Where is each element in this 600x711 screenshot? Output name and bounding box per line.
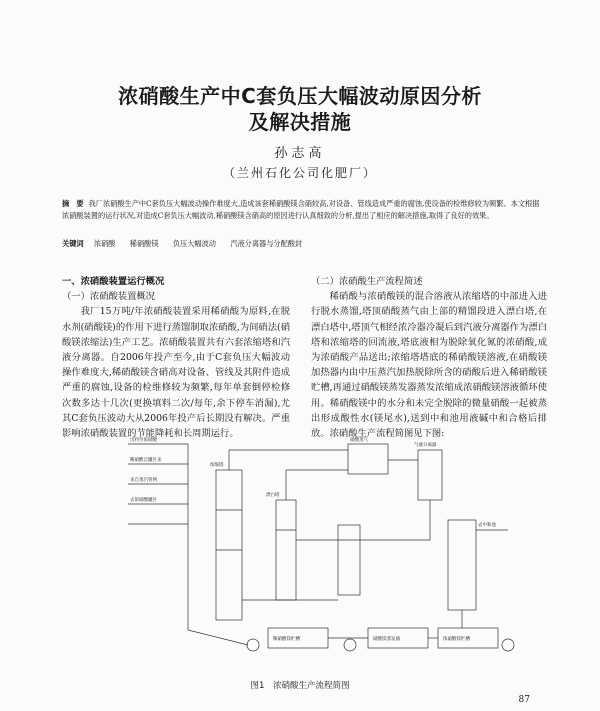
page-title-line2: 及解决措施 [248, 110, 352, 134]
keyword: 稀硝酸镁 [129, 239, 159, 248]
diagram-label: 浓缩塔 [210, 463, 224, 468]
concentration-tower [216, 470, 242, 620]
diagram-label: 出料至浓硝酸 [130, 438, 157, 443]
left-column [62, 274, 290, 441]
author: 孙志高 [274, 146, 326, 161]
pump [502, 639, 514, 651]
magnesium-nitrate-heater [338, 525, 360, 595]
evaporator [448, 520, 476, 610]
diagram-label: 漂白塔 [266, 493, 280, 498]
diagram-label: 去浓硝酸罐区 [130, 498, 157, 503]
right-column [311, 274, 547, 441]
pump [247, 639, 259, 651]
process-flow-diagram [118, 430, 518, 668]
condenser [348, 444, 388, 474]
section-heading: 一、浓硝酸装置运行概况 [62, 276, 165, 287]
diagram-label: 气液分离器 [414, 443, 437, 448]
diagram-label: 去中和池 [478, 523, 496, 528]
page-number: 87 [518, 695, 530, 705]
diagram-label: 浓硝酸镁贮槽 [443, 637, 470, 642]
gas-liquid-separator [418, 450, 442, 500]
subsection-heading: （二）浓硝酸生产流程简述 [311, 276, 423, 287]
keyword: 浓硝酸 [93, 239, 116, 248]
diagram-label: 稀硝酸自罐区来 [130, 458, 162, 463]
keyword: 汽液分离器与分配酸封 [230, 239, 303, 248]
pump [344, 639, 356, 651]
diagram-label: 硝酸镁蒸发器 [373, 637, 400, 642]
abstract [62, 198, 542, 222]
keywords-label: 关键词 [62, 239, 84, 248]
diagram-label: 硝酸蒸气 [350, 438, 368, 443]
figure-caption: 图1 浓硝酸生产流程简图 [250, 681, 350, 691]
body-paragraph: 稀硝酸与浓硝酸镁的混合溶液从浓缩塔的中部进入进行脱水蒸馏,塔顶硝酸蒸气由上部的精馏段进入漂白塔,在漂白塔中,塔顶气相经浓冷器冷凝后到汽液分离器作为漂白塔和浓缩塔的回流液,塔底液相为脱除氧化氮的浓硝酸,成为浓硝酸产品送出;浓缩塔塔底的稀硝酸镁溶液,在硝酸镁加热器内由中压蒸汽加热脱除所含的硝酸后进入稀硝酸镁贮槽,再通过硝酸镁蒸发器蒸发浓缩成浓硝酸镁溶液循环使用。稀硝酸镁中的水分和未完全脱除的微量硝酸一起被蒸出形成酸性水(镁尾水),送到中和池用液碱中和合格后排放。浓硝酸生产流程简图见下图: [311, 291, 547, 440]
keyword: 负压大幅波动 [172, 239, 216, 248]
body-paragraph: 我厂15万吨/年浓硝酸装置采用稀硝酸为原料,在脱水剂(硝酸镁)的作用下进行蒸馏制取浓硝酸,为间硝法(硝酸镁浓缩法)生产工艺。浓硝酸装置共有六套浓缩塔和汽液分离器。自2006年投产至今,由于C套负压大幅波动操作难度大,稀硝酸镁含硝高对设备、管线及其附件造成严重的腐蚀,设备的检维修较为频繁,每年单套倒停检修次数多达十几次(更换填料二次/每年,余下停车消漏),尤其C套负压波动大从2006年投产后长期没有解决。严重影响浓硝酸装置的节能降耗和长周期运行。 [62, 306, 290, 440]
abstract-text: 我厂浓硝酸生产中C套负压大幅波动操作难度大,造成该套稀硝酸镁含硝较高,对设备、管线造成严重的腐蚀,使设备的检维修较为频繁。本文根据浓硝酸装置的运行状况,对造成C套负压大幅波动,稀硝酸镁含硝高的原因进行认真细致的分析,提出了相应的解决措施,取得了良好的效果。 [62, 199, 540, 220]
subsection-heading: （一）浓硝酸装置概况 [62, 291, 155, 303]
diagram-label: 稀硝酸镁贮槽 [273, 637, 300, 642]
keywords [62, 239, 542, 249]
bleaching-tower [276, 500, 296, 600]
diagram-label: 来自蒸汽管网 [130, 478, 157, 483]
affiliation: （兰州石化公司化肥厂） [222, 166, 377, 180]
page-title: 浓硝酸生产中C套负压大幅波动原因分析 [118, 84, 482, 108]
abstract-label: 摘 要 [62, 199, 84, 208]
